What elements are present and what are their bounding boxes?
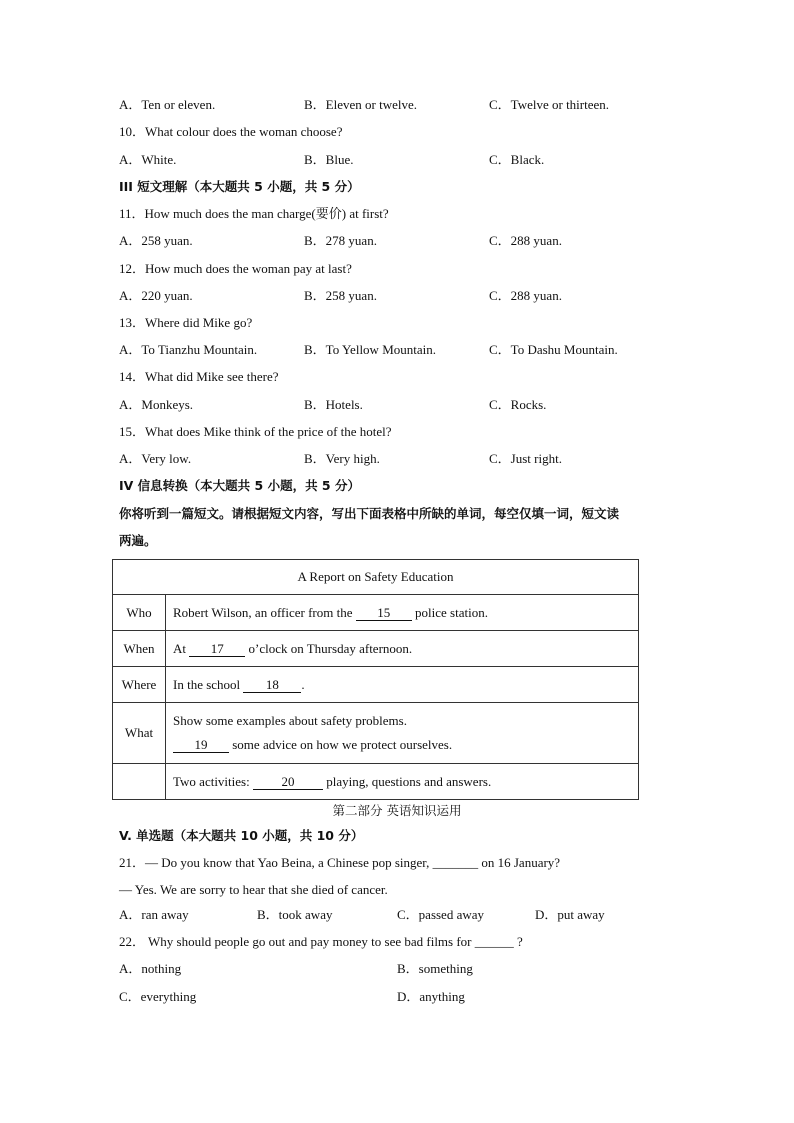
row-content-who: Robert Wilson, an officer from the 15 police station. (166, 595, 639, 631)
row-content-activities: Two activities: 20 playing, questions and answers. (166, 764, 639, 800)
q10-option-b[interactable]: B．Blue. (304, 152, 354, 167)
q13-option-c[interactable]: C．To Dashu Mountain. (489, 342, 618, 357)
q22-option-b[interactable]: B．something (397, 961, 473, 976)
q13-option-b[interactable]: B．To Yellow Mountain. (304, 342, 436, 357)
q21-option-d[interactable]: D．put away (535, 907, 605, 922)
q12-option-a[interactable]: A．220 yuan. (119, 288, 193, 303)
row-content-where: In the school 18 . (166, 667, 639, 703)
blank-17[interactable]: 17 (189, 642, 245, 657)
q12-option-c[interactable]: C．288 yuan. (489, 288, 562, 303)
q11-option-c[interactable]: C．288 yuan. (489, 233, 562, 248)
blank-19[interactable]: 19 (173, 738, 229, 753)
q9-option-b[interactable]: B．Eleven or twelve. (304, 97, 417, 112)
section3-title: III 短文理解（本大题共 5 小题，共 5 分） (119, 179, 360, 194)
q22-option-c[interactable]: C．everything (119, 989, 197, 1004)
section4-title: IV 信息转换（本大题共 5 小题，共 5 分） (119, 478, 360, 493)
q15-option-c[interactable]: C．Just right. (489, 451, 562, 466)
q21-option-c[interactable]: C．passed away (397, 907, 485, 922)
row-label-where: Where (113, 667, 166, 703)
section5-title: V. 单选题（本大题共 10 小题，共 10 分） (119, 828, 364, 843)
q22-option-d[interactable]: D．anything (397, 989, 465, 1004)
q11-question: 11．How much does the man charge(要价) at first? (119, 206, 389, 221)
blank-18[interactable]: 18 (243, 678, 301, 693)
q12-option-b[interactable]: B．258 yuan. (304, 288, 377, 303)
q10-question: 10．What colour does the woman choose? (119, 124, 343, 139)
section4-instruction: 你将听到一篇短文。请根据短文内容，写出下面表格中所缺的单词，每空仅填一词，短文读 (119, 506, 620, 521)
what-line-2: 19 some advice on how we protect ourselves. (173, 733, 631, 757)
row-content-when: At 17 o’clock on Thursday afternoon. (166, 631, 639, 667)
q21-question: 21．— Do you know that Yao Beina, a Chinese pop singer, _______ on 16 January? (119, 855, 561, 870)
q14-option-c[interactable]: C．Rocks. (489, 397, 547, 412)
report-title: A Report on Safety Education (113, 560, 639, 595)
what-line-1: Show some examples about safety problems. (173, 713, 407, 728)
q21-option-a[interactable]: A．ran away (119, 907, 189, 922)
q15-option-a[interactable]: A．Very low. (119, 451, 192, 466)
blank-20[interactable]: 20 (253, 775, 323, 790)
row-label-empty (113, 764, 166, 800)
row-label-what: What (113, 703, 166, 764)
q10-option-c[interactable]: C．Black. (489, 152, 545, 167)
row-label-when: When (113, 631, 166, 667)
q12-question: 12．How much does the woman pay at last? (119, 261, 352, 276)
q22-question: 22． Why should people go out and pay money to see bad films for ______ ? (119, 934, 523, 949)
q21-option-b[interactable]: B．took away (257, 907, 333, 922)
q13-question: 13．Where did Mike go? (119, 315, 253, 330)
blank-15[interactable]: 15 (356, 606, 412, 621)
row-label-who: Who (113, 595, 166, 631)
q14-question: 14．What did Mike see there? (119, 369, 279, 384)
part2-title: 第二部分 英语知识运用 (332, 803, 462, 818)
q9-option-c[interactable]: C．Twelve or thirteen. (489, 97, 610, 112)
q15-question: 15．What does Mike think of the price of the hotel? (119, 424, 392, 439)
q14-option-b[interactable]: B．Hotels. (304, 397, 363, 412)
q15-option-b[interactable]: B．Very high. (304, 451, 380, 466)
q14-option-a[interactable]: A．Monkeys. (119, 397, 194, 412)
q11-option-b[interactable]: B．278 yuan. (304, 233, 377, 248)
q22-option-a[interactable]: A．nothing (119, 961, 182, 976)
q13-option-a[interactable]: A．To Tianzhu Mountain. (119, 342, 258, 357)
q11-option-a[interactable]: A．258 yuan. (119, 233, 193, 248)
q9-option-a[interactable]: A．Ten or eleven. (119, 97, 216, 112)
q10-option-a[interactable]: A．White. (119, 152, 177, 167)
section4-instruction-cont: 两遍。 (119, 533, 157, 548)
report-table (112, 559, 639, 800)
row-content-what (166, 703, 639, 764)
q21-answer-line: — Yes. We are sorry to hear that she died of cancer. (119, 882, 388, 897)
